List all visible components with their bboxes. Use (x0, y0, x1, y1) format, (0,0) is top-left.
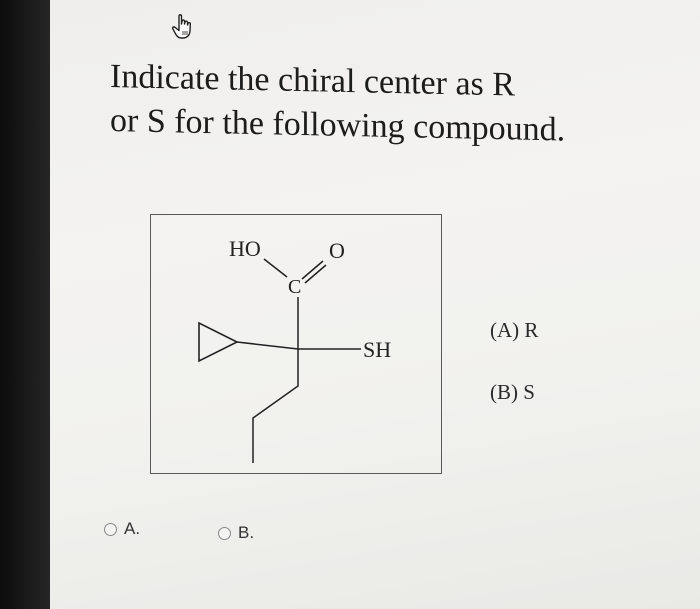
screen-edge (0, 0, 50, 609)
c-label: C (288, 276, 302, 298)
question-line-2: or S for the following compound. (110, 102, 566, 149)
o-label: O (329, 238, 345, 263)
ring-chiral-bond (237, 342, 298, 349)
question-text (110, 55, 670, 155)
radio-a[interactable] (104, 523, 117, 536)
answer-a-label: A. (124, 519, 141, 538)
question-line-1: Indicate the chiral center as R (110, 58, 515, 104)
ethyl-chain (253, 349, 298, 463)
ho-c-bond (264, 259, 287, 277)
figure-option-a: (A) R (490, 318, 539, 342)
hand-pointer-icon (168, 12, 198, 42)
cyclopropyl-ring (199, 323, 237, 361)
ho-label: HO (229, 236, 261, 261)
sh-label: SH (363, 337, 392, 362)
radio-b[interactable] (218, 527, 231, 540)
answer-option-b[interactable] (218, 523, 254, 543)
structure-figure (150, 214, 442, 474)
figure-option-b: (B) S (490, 380, 535, 404)
compound-structure (151, 215, 441, 473)
answer-b-label: B. (238, 523, 255, 542)
answer-option-a[interactable] (104, 519, 140, 539)
